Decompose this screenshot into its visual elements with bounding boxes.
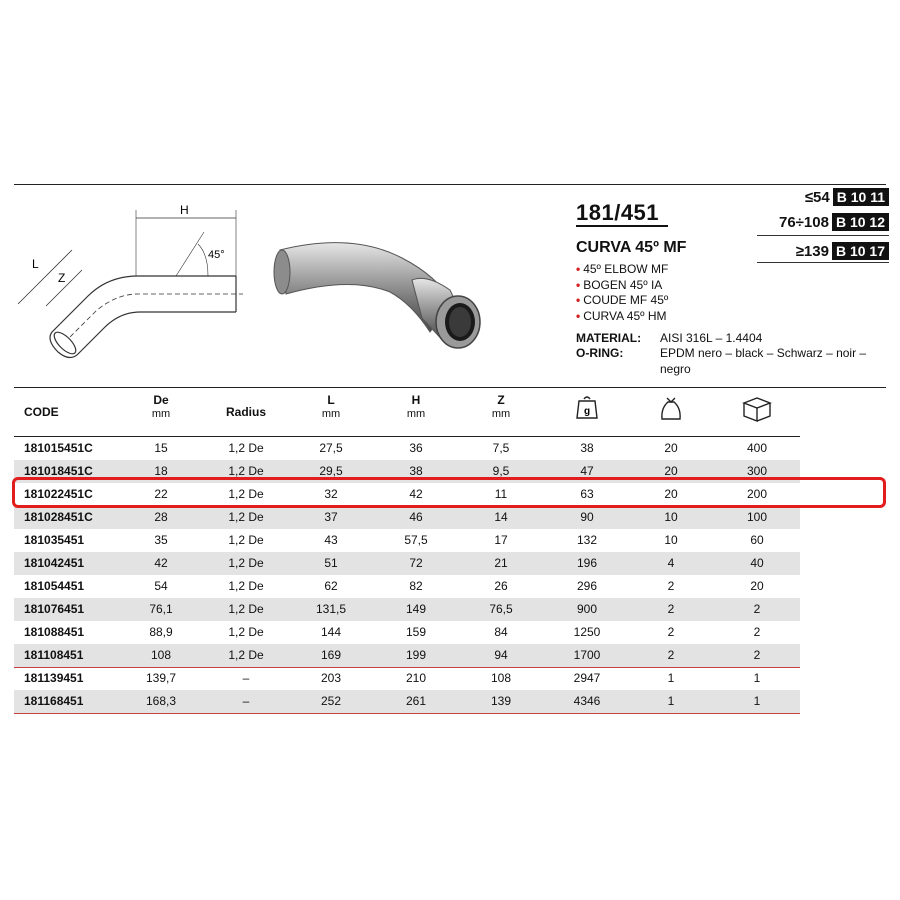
cell-de: 35 [154, 533, 168, 547]
cell-radius: 1,2 De [228, 510, 264, 524]
weight-g-icon [562, 394, 612, 434]
box-icon [732, 394, 782, 434]
cell-l: 29,5 [319, 464, 343, 478]
cell-de: 18 [154, 464, 168, 478]
section-rule [14, 387, 886, 388]
cell-h: 38 [409, 464, 423, 478]
badge-range: ≤54 [804, 188, 830, 206]
cell-weight: 132 [576, 533, 598, 547]
cell-code: 181042451 [24, 556, 85, 570]
cell-box: 60 [750, 533, 764, 547]
badge-row [757, 240, 889, 263]
cell-h: 36 [409, 441, 423, 455]
cell-bag: 20 [664, 441, 678, 455]
cell-code: 181018451C [24, 464, 93, 478]
cell-l: 51 [324, 556, 338, 570]
bullet-icon: • [576, 277, 581, 292]
cell-z: 84 [494, 625, 508, 639]
cell-radius: – [242, 694, 250, 708]
table-row [14, 621, 800, 644]
cell-weight: 1250 [573, 625, 601, 639]
badge-row [757, 186, 889, 208]
cell-weight: 4346 [573, 694, 601, 708]
cell-l: 252 [320, 694, 342, 708]
cell-de: 168,3 [145, 694, 177, 708]
badge-code: B 10 11 [833, 188, 889, 206]
cell-bag: 4 [667, 556, 675, 570]
cell-de: 15 [154, 441, 168, 455]
cell-radius: 1,2 De [228, 625, 264, 639]
bullet-icon: • [576, 262, 581, 276]
table-row [14, 506, 800, 529]
table-row [14, 575, 800, 599]
svg-text:g: g [583, 406, 591, 417]
cell-bag: 10 [664, 510, 678, 524]
dim-h-label: H [180, 203, 189, 217]
cell-h: 72 [409, 556, 423, 570]
row-highlight-box [12, 477, 886, 508]
angle-label: 45° [208, 249, 225, 261]
cell-l: 43 [324, 533, 338, 547]
cell-box: 1 [753, 671, 761, 685]
cell-radius: 1,2 De [228, 579, 264, 593]
cell-box: 2 [753, 602, 761, 616]
translations-list [576, 262, 668, 324]
cell-code: 181054451 [24, 579, 85, 593]
cell-box: 100 [746, 510, 768, 524]
cell-code: 181015451C [24, 441, 93, 455]
badge-code: B 10 12 [832, 213, 889, 231]
cell-bag: 20 [664, 487, 678, 501]
cell-bag: 1 [667, 694, 675, 708]
cell-weight: 2947 [573, 671, 601, 685]
cell-bag: 10 [664, 533, 678, 547]
cell-z: 21 [494, 556, 508, 570]
cell-h: 261 [405, 694, 427, 708]
cell-h: 149 [405, 602, 427, 616]
cell-box: 2 [753, 625, 761, 639]
cell-z: 139 [490, 694, 512, 708]
bullet-icon: • [576, 293, 581, 307]
cell-z: 94 [494, 648, 508, 662]
cell-h: 57,5 [404, 533, 428, 547]
badge-row [757, 211, 889, 236]
cell-box: 40 [750, 556, 764, 570]
cell-z: 108 [490, 671, 512, 685]
oring-label: O-RING: [576, 346, 624, 360]
header-l: L mm [321, 393, 341, 420]
cell-z: 9,5 [492, 464, 510, 478]
cell-h: 46 [409, 510, 423, 524]
cell-code: 181022451C [24, 487, 93, 501]
oring-value: EPDM nero – black – Schwarz – noir – negro [660, 346, 867, 376]
translation-item: • CURVA 45º HM [576, 308, 667, 323]
table-row [14, 437, 800, 460]
cell-de: 88,9 [149, 625, 173, 639]
cell-bag: 2 [667, 579, 675, 593]
title-underline [576, 225, 668, 227]
cell-z: 7,5 [492, 441, 510, 455]
cell-z: 76,5 [489, 602, 513, 616]
cell-radius: 1,2 De [228, 556, 264, 570]
translation-item: • BOGEN 45º IA [576, 277, 663, 292]
cell-de: 22 [154, 487, 168, 501]
product-photo [262, 222, 512, 352]
cell-code: 181076451 [24, 602, 85, 616]
header-de: De mm [151, 393, 171, 420]
cell-radius: – [242, 671, 250, 685]
badge-code: B 10 17 [832, 242, 889, 260]
translation-item: • 45º ELBOW MF [576, 262, 669, 276]
cell-code: 181035451 [24, 533, 85, 547]
cell-box: 400 [746, 441, 768, 455]
header-radius: Radius [225, 405, 266, 419]
cell-l: 32 [324, 487, 338, 501]
cell-radius: 1,2 De [228, 602, 264, 616]
cell-weight: 1700 [573, 648, 601, 662]
cell-weight: 900 [576, 602, 598, 616]
header-code: CODE [24, 405, 59, 419]
badge-range: 76÷108 [779, 213, 829, 231]
cell-box: 300 [746, 464, 768, 478]
product-name: CURVA 45º MF [576, 239, 687, 256]
cell-l: 131,5 [315, 602, 347, 616]
cell-weight: 296 [576, 579, 598, 593]
cell-h: 159 [405, 625, 427, 639]
cell-de: 108 [150, 648, 172, 662]
cell-z: 17 [494, 533, 508, 547]
cell-bag: 2 [667, 602, 675, 616]
cell-z: 26 [494, 579, 508, 593]
cell-radius: 1,2 De [228, 464, 264, 478]
dim-l-label: L [32, 257, 39, 271]
cell-code: 181168451 [24, 694, 84, 708]
cell-box: 1 [753, 694, 761, 708]
cell-l: 169 [320, 648, 342, 662]
technical-drawing [8, 196, 258, 378]
badge-range: ≥139 [795, 242, 829, 260]
catalog-badges [757, 186, 889, 266]
cell-bag: 1 [667, 671, 675, 685]
material-value: AISI 316L – 1.4404 [660, 331, 763, 345]
cell-box: 20 [750, 579, 764, 593]
cell-l: 27,5 [319, 441, 343, 455]
cell-weight: 38 [580, 441, 594, 455]
table-row [14, 667, 800, 690]
cell-de: 28 [154, 510, 168, 524]
top-rule [14, 184, 886, 185]
cell-weight: 90 [580, 510, 594, 524]
cell-de: 139,7 [145, 671, 177, 685]
table-row [14, 552, 800, 575]
cell-code: 181139451 [24, 671, 84, 685]
material-label: MATERIAL: [576, 331, 642, 345]
cell-box: 2 [753, 648, 761, 662]
cell-code: 181088451 [24, 625, 85, 639]
cell-h: 210 [405, 671, 427, 685]
cell-radius: 1,2 De [228, 487, 264, 501]
translation-item: • COUDE MF 45º [576, 293, 669, 307]
cell-l: 144 [320, 625, 342, 639]
cell-weight: 63 [580, 487, 594, 501]
table-row [14, 690, 800, 714]
table-row [14, 598, 800, 621]
cell-radius: 1,2 De [228, 533, 264, 547]
cell-de: 42 [154, 556, 168, 570]
cell-z: 11 [494, 487, 508, 501]
cell-weight: 47 [580, 464, 594, 478]
cell-radius: 1,2 De [228, 648, 264, 662]
cell-h: 42 [409, 487, 423, 501]
table-row [14, 529, 800, 552]
header-h: H mm [406, 393, 426, 420]
cell-code: 181028451C [24, 510, 93, 524]
cell-bag: 2 [667, 648, 675, 662]
dim-z-label: Z [58, 271, 66, 285]
table-row [14, 644, 800, 668]
cell-de: 54 [154, 579, 168, 593]
cell-bag: 2 [667, 625, 675, 639]
cell-de: 76,1 [149, 602, 173, 616]
cell-l: 203 [320, 671, 342, 685]
cell-z: 14 [494, 510, 508, 524]
cell-l: 37 [324, 510, 338, 524]
cell-radius: 1,2 De [228, 441, 264, 455]
cell-h: 199 [405, 648, 427, 662]
header-z: Z mm [491, 393, 511, 420]
cell-code: 181108451 [24, 648, 84, 662]
cell-l: 62 [324, 579, 338, 593]
cell-h: 82 [409, 579, 423, 593]
product-code-family: 181/451 [576, 200, 660, 225]
cell-bag: 20 [664, 464, 678, 478]
cell-weight: 196 [576, 556, 598, 570]
bullet-icon: • [576, 308, 581, 323]
bag-icon [646, 394, 696, 434]
cell-box: 200 [746, 487, 768, 501]
